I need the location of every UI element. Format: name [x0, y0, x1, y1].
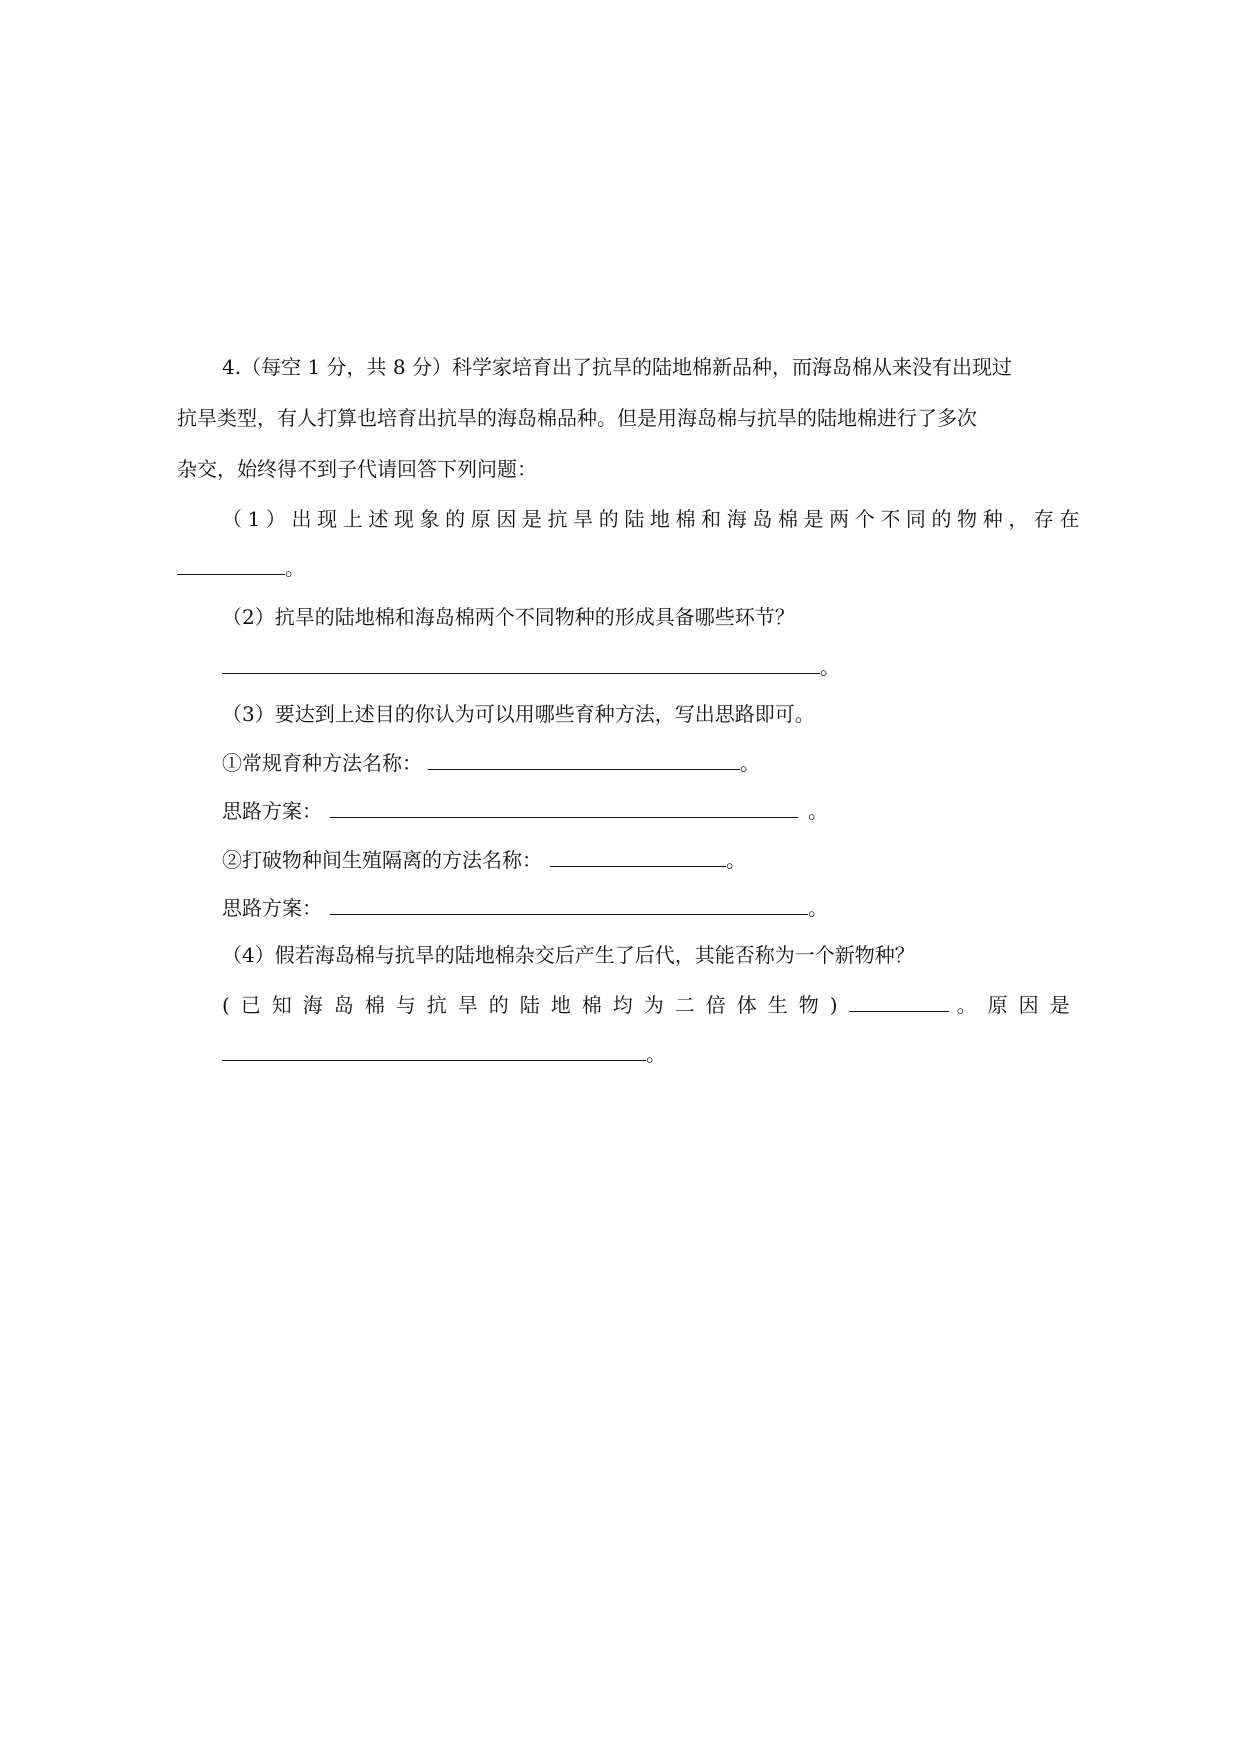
q3-breaking-row: [222, 846, 746, 873]
question-intro-line-2: 抗旱类型，有人打算也培育出抗旱的海岛棉品种。但是用海岛棉与抗旱的陆地棉进行了多次: [177, 406, 977, 430]
q3-conventional-label: ①常规育种方法名称：: [222, 751, 422, 775]
q1-answer-blank[interactable]: [177, 554, 285, 575]
q3-conventional-end: 。: [740, 751, 760, 775]
question-intro-line-3: 杂交，始终得不到子代请回答下列问题：: [177, 457, 537, 481]
q2-end: 。: [820, 655, 840, 679]
q1-answer-line: [177, 554, 305, 581]
q3-plan1-label: 思路方案：: [222, 799, 322, 823]
q3-breaking-blank[interactable]: [550, 846, 726, 867]
q3-plan2-end: 。: [808, 896, 828, 920]
q4-reason-blank[interactable]: [222, 1040, 646, 1061]
q2-text: （2）抗旱的陆地棉和海岛棉两个不同物种的形成具备哪些环节？: [222, 605, 795, 629]
q3-plan2-blank[interactable]: [330, 894, 808, 915]
q3-breaking-end: 。: [726, 848, 746, 872]
q3-text: （3）要达到上述目的你认为可以用哪些育种方法，写出思路即可。: [222, 702, 815, 726]
q4-row: [222, 991, 1081, 1018]
q3-conventional-blank[interactable]: [428, 749, 740, 770]
q3-conventional-row: [222, 749, 760, 776]
q2-answer-line: [222, 653, 840, 680]
q3-plan1-end: 。: [808, 799, 828, 823]
question-intro-line-1: 4.（每空 1 分，共 8 分）科学家培育出了抗旱的陆地棉新品种，而海岛棉从来没有出现过: [222, 355, 1012, 379]
q4-note: (已知海岛棉与抗旱的陆地棉均为二倍体生物): [222, 993, 849, 1017]
q4-yes-no-blank[interactable]: [849, 991, 949, 1012]
q3-plan1-row: [222, 797, 828, 824]
q4-mid: 。原因是: [956, 993, 1081, 1017]
q1-text: （1）出现上述现象的原因是抗旱的陆地棉和海岛棉是两个不同的物种，存在: [222, 507, 1086, 531]
q3-breaking-label: ②打破物种间生殖隔离的方法名称：: [222, 848, 542, 872]
q4-reason-row: [222, 1040, 666, 1067]
q3-plan2-label: 思路方案：: [222, 896, 322, 920]
q4-end: 。: [646, 1042, 666, 1066]
q3-plan2-row: [222, 894, 828, 921]
q1-end: 。: [285, 556, 305, 580]
q3-plan1-blank[interactable]: [330, 797, 798, 818]
q2-answer-blank[interactable]: [222, 653, 820, 674]
q4-text: （4）假若海岛棉与抗旱的陆地棉杂交后产生了后代，其能否称为一个新物种？: [222, 943, 915, 967]
